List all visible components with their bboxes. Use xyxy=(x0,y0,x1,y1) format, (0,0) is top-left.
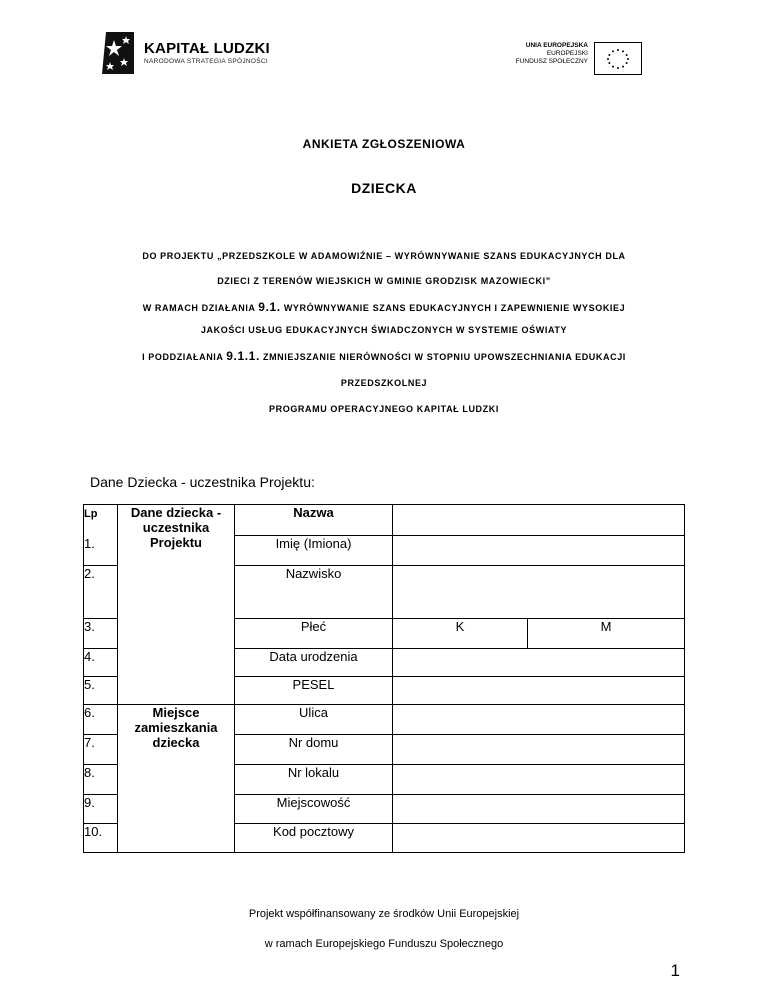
subtitle-line-1: DO PROJEKTU „PRZEDSZKOLE W ADAMOWIŹNIE – WYRÓWNYWANIE SZANS EDUKACYJNYCH DLA xyxy=(142,251,626,261)
lp-number: 1. xyxy=(84,536,95,551)
last-name-input[interactable] xyxy=(393,566,685,619)
section-label: Dane Dziecka - uczestnika Projektu: xyxy=(90,474,315,490)
footer-line-1: Projekt współfinansowany ze środków Unii Europejskiej xyxy=(248,908,520,920)
kapital-ludzki-mark-icon xyxy=(100,30,136,76)
subtitle-line-6: PRZEDSZKOLNEJ xyxy=(340,378,428,388)
subtitle-line-4: JAKOŚCI USŁUG EDUKACYJNYCH ŚWIADCZONYCH W SYSTEMIE OŚWIATY xyxy=(200,325,568,335)
subtitle-line-3 xyxy=(0,300,768,314)
field-label: PESEL xyxy=(235,677,393,705)
table-row xyxy=(84,505,685,536)
field-label: Nr domu xyxy=(235,735,393,765)
subtitle-line-5 xyxy=(0,349,768,363)
postal-code-input[interactable] xyxy=(393,824,685,853)
lp-number: 6. xyxy=(84,705,118,735)
gender-m-option[interactable]: M xyxy=(528,619,685,649)
eu-line2: EUROPEJSKI xyxy=(546,50,588,57)
subtitle-line-3-num: 9.1. xyxy=(258,300,281,314)
lp-number: 8. xyxy=(84,765,118,795)
lp-number: 10. xyxy=(84,824,118,853)
subtitle-line-2: DZIECI Z TERENÓW WIEJSKICH W GMINIE GRODZISK MAZOWIECKI” xyxy=(217,276,551,286)
city-input[interactable] xyxy=(393,795,685,824)
apartment-number-input[interactable] xyxy=(393,765,685,795)
lp-number: 9. xyxy=(84,795,118,824)
lp-number: 4. xyxy=(84,649,118,677)
child-data-table xyxy=(83,504,685,853)
form-title: ANKIETA ZGŁOSZENIOWA xyxy=(302,137,466,151)
subtitle-line-3-pre: W RAMACH DZIAŁANIA xyxy=(142,303,259,313)
category-child-data: Dane dziecka - uczestnika Projektu xyxy=(118,505,235,705)
street-input[interactable] xyxy=(393,705,685,735)
logo-title: KAPITAŁ LUDZKI xyxy=(144,40,270,57)
field-label: Nazwisko xyxy=(235,566,393,619)
field-label: Miejscowość xyxy=(235,795,393,824)
first-name-input[interactable] xyxy=(393,536,685,566)
subtitle-line-5-pre: I PODDZIAŁANIA xyxy=(142,352,227,362)
field-label: Imię (Imiona) xyxy=(235,536,393,566)
name-header: Nazwa xyxy=(235,505,393,536)
field-label: Data urodzenia xyxy=(235,649,393,677)
value-header-cell xyxy=(393,505,685,536)
lp-number: 5. xyxy=(84,677,118,705)
subtitle-line-7: PROGRAMU OPERACYJNEGO KAPITAŁ LUDZKI xyxy=(269,404,499,414)
pesel-input[interactable] xyxy=(393,677,685,705)
logo-subtitle: NARODOWA STRATEGIA SPÓJNOŚCI xyxy=(144,58,268,65)
subtitle-line-3-post: WYRÓWNYWANIE SZANS EDUKACYJNYCH I ZAPEWNIENIE WYSOKIEJ xyxy=(280,303,626,313)
table-row xyxy=(84,705,685,735)
lp-number: 3. xyxy=(84,619,118,649)
eu-logo-text xyxy=(503,42,588,66)
form-title-child: DZIECKA xyxy=(351,180,417,196)
gender-k-option[interactable]: K xyxy=(393,619,528,649)
field-label: Ulica xyxy=(235,705,393,735)
eu-line1: UNIA EUROPEJSKA xyxy=(525,42,588,49)
category-residence: Miejsce zamieszkania dziecka xyxy=(118,705,235,853)
field-label: Kod pocztowy xyxy=(235,824,393,853)
eu-flag-icon xyxy=(594,42,642,75)
house-number-input[interactable] xyxy=(393,735,685,765)
lp-number: 2. xyxy=(84,566,118,619)
lp-cell-1 xyxy=(84,505,118,566)
lp-number: 7. xyxy=(84,735,118,765)
kapital-ludzki-logo xyxy=(100,30,270,80)
field-label: Płeć xyxy=(235,619,393,649)
birth-date-input[interactable] xyxy=(393,649,685,677)
subtitle-line-5-num: 9.1.1. xyxy=(226,349,260,363)
field-label: Nr lokalu xyxy=(235,765,393,795)
subtitle-line-5-post: ZMNIEJSZANIE NIERÓWNOŚCI W STOPNIU UPOWSZECHNIANIA EDUKACJI xyxy=(259,352,626,362)
footer-line-2: w ramach Europejskiego Funduszu Społecznego xyxy=(264,938,504,950)
lp-header: Lp xyxy=(84,508,98,520)
page-number: 1 xyxy=(670,961,680,980)
eu-line3: FUNDUSZ SPOŁECZNY xyxy=(515,58,588,65)
